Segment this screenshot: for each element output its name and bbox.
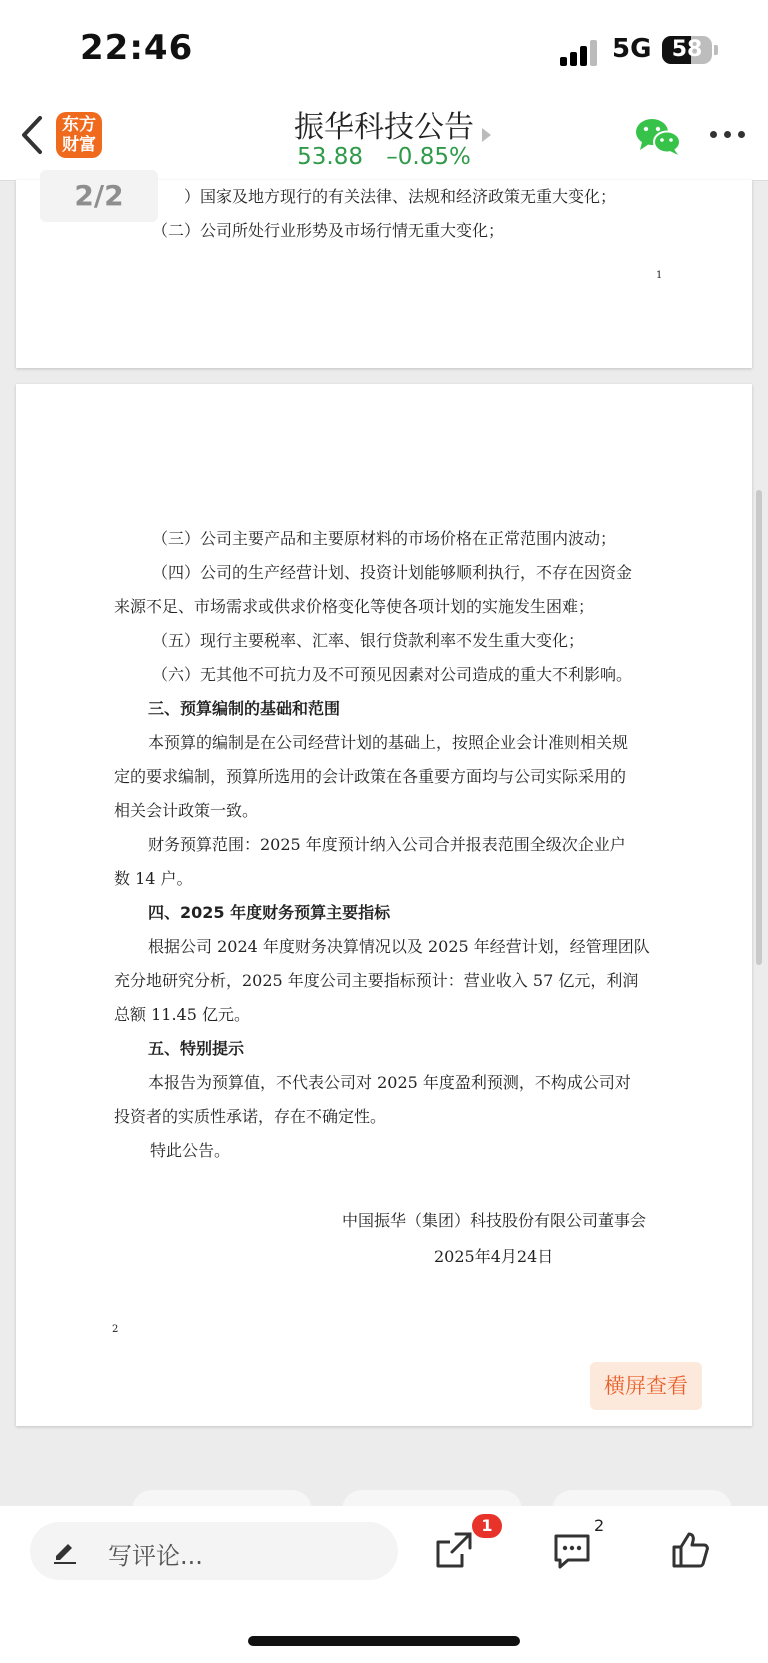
battery-icon bbox=[662, 36, 712, 64]
doc-line: 数 14 户。 bbox=[114, 869, 193, 888]
network-type: 5G bbox=[612, 34, 652, 64]
doc-line: 特此公告。 bbox=[150, 1141, 231, 1160]
doc-line: 投资者的实质性承诺，存在不确定性。 bbox=[114, 1107, 387, 1126]
doc-line: （五）现行主要税率、汇率、银行贷款利率不发生重大变化； bbox=[152, 631, 585, 650]
share-badge: 1 bbox=[472, 1514, 502, 1538]
doc-line: 充分地研究分析，2025 年度公司主要指标预计：营业收入 57 亿元，利润 bbox=[114, 971, 639, 990]
page-number: 2 bbox=[112, 1324, 119, 1335]
stock-change: –0.85% bbox=[386, 144, 471, 170]
page-indicator: 2/2 bbox=[40, 170, 158, 222]
wechat-icon[interactable] bbox=[634, 116, 682, 156]
home-indicator bbox=[248, 1636, 520, 1646]
doc-line: 总额 11.45 亿元。 bbox=[114, 1005, 250, 1024]
status-time: 22:46 bbox=[80, 28, 194, 68]
landscape-view-button[interactable]: 横屏查看 bbox=[590, 1362, 702, 1410]
logo-line-1: 东方 bbox=[62, 115, 96, 135]
doc-line: （三）公司主要产品和主要原材料的市场价格在正常范围内波动； bbox=[152, 529, 617, 548]
section-heading: 四、2025 年度财务预算主要指标 bbox=[148, 903, 391, 922]
comment-count: 2 bbox=[594, 1516, 605, 1535]
comment-icon[interactable] bbox=[552, 1532, 592, 1570]
play-icon[interactable] bbox=[482, 128, 491, 142]
doc-line: 根据公司 2024 年度财务决算情况以及 2025 年经营计划，经管理团队 bbox=[148, 937, 650, 956]
doc-line: 财务预算范围：2025 年度预计纳入公司合并报表范围全级次企业户 bbox=[148, 835, 626, 854]
edit-icon bbox=[52, 1538, 78, 1564]
app-header bbox=[0, 100, 768, 181]
page-number: 1 bbox=[656, 270, 663, 281]
more-icon[interactable] bbox=[708, 128, 748, 144]
doc-line: 来源不足、市场需求或供求价格变化等使各项计划的实施发生困难； bbox=[114, 597, 595, 616]
doc-line: （二）公司所处行业形势及市场行情无重大变化； bbox=[152, 221, 505, 240]
comment-placeholder: 写评论... bbox=[108, 1542, 203, 1570]
stock-price: 53.88 bbox=[297, 144, 363, 170]
doc-line: 定的要求编制，预算所选用的会计政策在各重要方面均与公司实际采用的 bbox=[114, 767, 627, 786]
logo-line-2: 财富 bbox=[62, 135, 96, 155]
page-title: 振华科技公告 bbox=[294, 110, 474, 145]
doc-line: 本报告为预算值，不代表公司对 2025 年度盈利预测，不构成公司对 bbox=[148, 1073, 631, 1092]
bottom-action-bar bbox=[0, 1506, 768, 1663]
share-icon[interactable] bbox=[434, 1530, 474, 1570]
signature: 中国振华（集团）科技股份有限公司董事会 bbox=[341, 1211, 646, 1230]
like-icon[interactable] bbox=[670, 1530, 710, 1570]
section-heading: 三、预算编制的基础和范围 bbox=[148, 699, 341, 718]
battery-level: 58 bbox=[671, 37, 703, 62]
scrollbar[interactable] bbox=[756, 490, 762, 965]
document-date: 2025年4月24日 bbox=[434, 1247, 554, 1266]
doc-line: 相关会计政策一致。 bbox=[114, 801, 259, 820]
section-heading: 五、特别提示 bbox=[148, 1039, 245, 1058]
cellular-signal-icon bbox=[560, 38, 600, 66]
battery-tip bbox=[714, 45, 718, 55]
doc-line: 本预算的编制是在公司经营计划的基础上，按照企业会计准则相关规 bbox=[148, 733, 629, 752]
doc-line: ）国家及地方现行的有关法律、法规和经济政策无重大变化； bbox=[184, 187, 617, 206]
comment-input[interactable] bbox=[30, 1522, 398, 1580]
doc-line: （四）公司的生产经营计划、投资计划能够顺利执行，不存在因资金 bbox=[152, 563, 633, 582]
document-page-2 bbox=[16, 384, 752, 1426]
doc-line: （六）无其他不可抗力及不可预见因素对公司造成的重大不利影响。 bbox=[152, 665, 633, 684]
status-bar bbox=[0, 0, 768, 100]
